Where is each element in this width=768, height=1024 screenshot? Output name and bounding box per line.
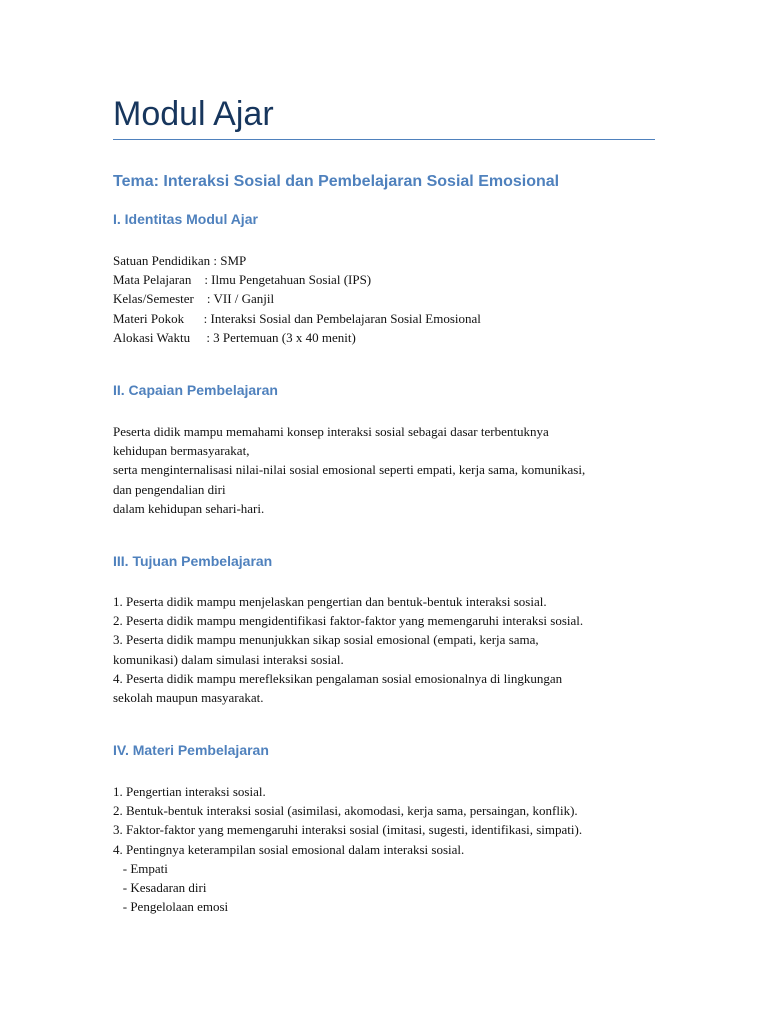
- materi-line: 1. Pengertian interaksi sosial.: [113, 784, 266, 799]
- materi-sub-item: - Kesadaran diri: [113, 879, 207, 895]
- theme-heading: Tema: Interaksi Sosial dan Pembelajaran Sosial Emosional: [113, 173, 560, 190]
- materi-sub-item: - Empati: [113, 860, 168, 876]
- identitas-line: Materi Pokok : Interaksi Sosial dan Pembelajaran Sosial Emosional: [113, 310, 481, 326]
- identitas-line: Alokasi Waktu : 3 Pertemuan (3 x 40 menit): [113, 329, 356, 345]
- capaian-line: dan pengendalian diri: [113, 481, 226, 497]
- tujuan-line: 4. Peserta didik mampu merefleksikan pengalaman sosial emosionalnya di lingkungan: [113, 670, 563, 686]
- section-heading-identitas: I. Identitas Modul Ajar: [113, 211, 258, 227]
- section-heading-tujuan: III. Tujuan Pembelajaran: [113, 553, 273, 569]
- materi-sub-item: - Pengelolaan emosi: [113, 899, 229, 915]
- identitas-line: Mata Pelajaran : Ilmu Pengetahuan Sosial (IPS): [113, 272, 372, 288]
- materi-line: 4. Pentingnya keterampilan sosial emosional dalam interaksi sosial.: [113, 841, 465, 857]
- tujuan-line: 3. Peserta didik mampu menunjukkan sikap sosial emosional (empati, kerja sama,: [113, 632, 539, 648]
- identitas-block: [113, 251, 655, 347]
- capaian-line: Peserta didik mampu memahami konsep interaksi sosial sebagai dasar terbentuknya: [113, 424, 549, 439]
- tujuan-block: [113, 592, 655, 707]
- tujuan-line: 2. Peserta didik mampu mengidentifikasi faktor-faktor yang memengaruhi interaksi sosial.: [113, 613, 584, 629]
- capaian-line: dalam kehidupan sehari-hari.: [113, 500, 265, 516]
- tujuan-line: komunikasi) dalam simulasi interaksi sosial.: [113, 651, 344, 667]
- capaian-line: serta menginternalisasi nilai-nilai sosial emosional seperti empati, kerja sama, komunikasi,: [113, 462, 586, 478]
- capaian-line: kehidupan bermasyarakat,: [113, 443, 250, 459]
- identitas-line: Satuan Pendidikan : SMP: [113, 253, 247, 268]
- section-heading-capaian: II. Capaian Pembelajaran: [113, 382, 278, 398]
- materi-line: 3. Faktor-faktor yang memengaruhi interaksi sosial (imitasi, sugesti, identifikasi, simpati).: [113, 822, 583, 838]
- tujuan-line: sekolah maupun masyarakat.: [113, 689, 264, 705]
- capaian-block: [113, 422, 655, 518]
- title-underline: [113, 139, 655, 140]
- identitas-line: Kelas/Semester : VII / Ganjil: [113, 291, 275, 307]
- document-title: Modul Ajar: [113, 95, 274, 133]
- materi-block: [113, 782, 655, 916]
- tujuan-line: 1. Peserta didik mampu menjelaskan pengertian dan bentuk-bentuk interaksi sosial.: [113, 594, 547, 609]
- materi-line: 2. Bentuk-bentuk interaksi sosial (asimilasi, akomodasi, kerja sama, persaingan, konflik).: [113, 803, 578, 819]
- section-heading-materi: IV. Materi Pembelajaran: [113, 742, 269, 758]
